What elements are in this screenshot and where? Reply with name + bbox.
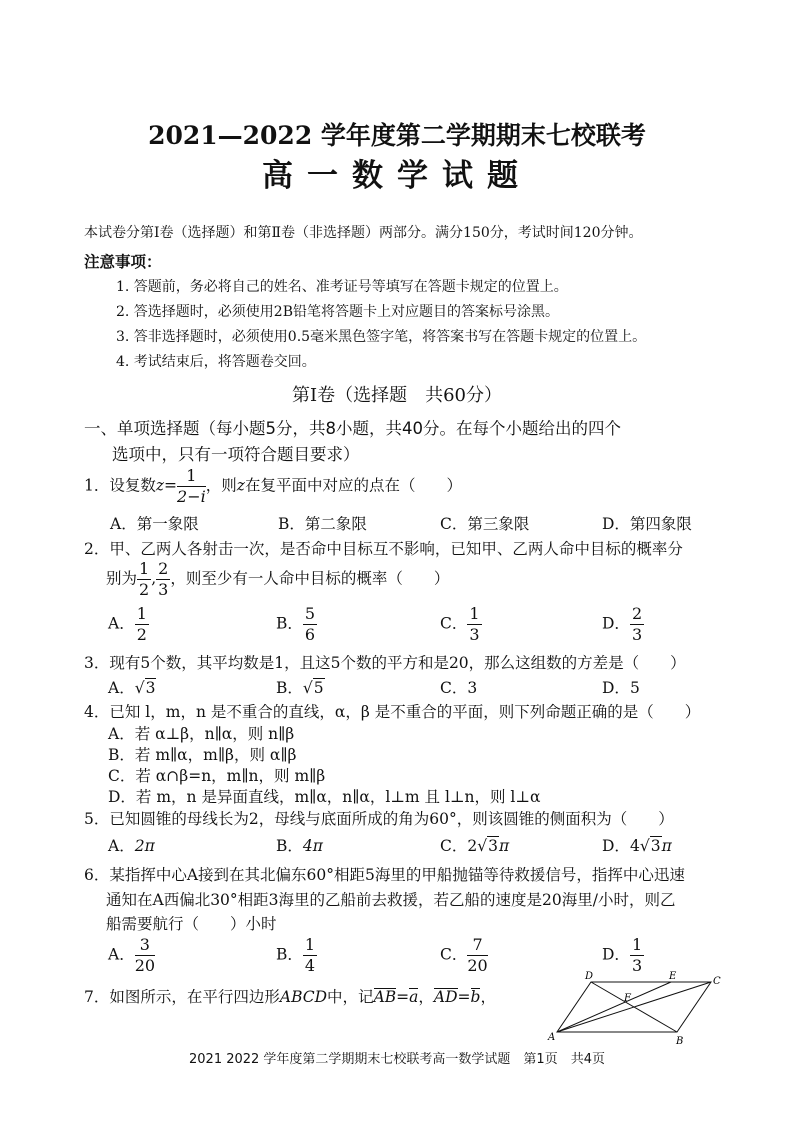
vertex-label-b: B — [676, 1036, 684, 1047]
question-6-line2: 通知在A西偏北30°相距3海里的乙船前去救援，若乙船的速度是20海里/小时，则乙 — [106, 891, 676, 909]
diagonal-db — [591, 982, 677, 1032]
q3-option-c: C．3 — [440, 679, 478, 697]
question-5: 5．已知圆锥的母线长为2，母线与底面所成的角为60°，则该圆锥的侧面积为（ ） — [84, 810, 674, 828]
q1-option-b: B．第二象限 — [278, 515, 367, 533]
q2-option-a: A． $\frac{1}{2}$ — [108, 604, 147, 644]
q3-option-a: A．√3 — [108, 679, 156, 697]
q5-option-c: C．2√3π — [440, 837, 510, 855]
question-6-line1: 6．某指挥中心A接到在其北偏东60°相距5海里的甲船抛锚等待救援信号，指挥中心迅速 — [84, 866, 685, 884]
q2-option-d: D． $\frac{2}{3}$ — [602, 604, 643, 644]
note-item: 1. 答题前，务必将自己的姓名、准考证号等填写在答题卡规定的位置上。 — [116, 279, 568, 295]
part-heading-line1: 一、单项选择题（每小题5分，共8小题，共40分。在每个小题给出的四个 — [84, 419, 621, 438]
q5-option-d: D．4√3π — [602, 837, 672, 855]
q1-option-a: A．第一象限 — [110, 515, 199, 533]
note-item: 4. 考试结束后，将答题卷交回。 — [116, 354, 316, 370]
page-footer: 2021 2022 学年度第二学期期末七校联考高一数学试题 第1页 共4页 — [189, 1052, 605, 1067]
note-item: 3. 答非选择题时，必须使用0.5毫米黑色签字笔，将答案书写在答题卡规定的位置上。 — [116, 329, 647, 345]
note-item: 2. 答选择题时，必须使用2B铅笔将答题卡上对应题目的答案标号涂黑。 — [116, 304, 560, 320]
q6-option-b: B． $\frac{1}{4}$ — [276, 935, 316, 975]
intro-text: 本试卷分第Ⅰ卷（选择题）和第Ⅱ卷（非选择题）两部分。满分150分，考试时间120分钟。 — [84, 225, 643, 241]
q6-option-c: C． $\frac{7}{20}$ — [440, 935, 488, 975]
part-heading-line2: 选项中，只有一项符合题目要求） — [112, 445, 360, 464]
q3-option-d: D．5 — [602, 679, 640, 697]
exam-title: 2021—2022 学年度第二学期期末七校联考 — [148, 121, 646, 150]
q5-option-a: A．2π — [108, 837, 155, 855]
question-2-line1: 2．甲、乙两人各射击一次，是否命中目标互不影响，已知甲、乙两人命中目标的概率分 — [84, 540, 683, 558]
point-label-f: F — [624, 993, 631, 1004]
q1-option-c: C．第三象限 — [440, 515, 530, 533]
question-7: 7．如图所示，在平行四边形ABCD中，记AB=a，AD=b， — [84, 988, 496, 1006]
vertex-label-d: D — [585, 971, 594, 982]
question-3: 3．现有5个数，其平均数是1，且这5个数的平方和是20，那么这组数的方差是（ ） — [84, 654, 686, 672]
vertex-label-a: A — [548, 1032, 556, 1043]
question-6-line3: 船需要航行（ ）小时 — [106, 915, 277, 933]
question-1: 1．设复数z= $\frac{1}{2-i}$ ，则z在复平面中对应的点在（ ） — [84, 466, 462, 506]
q3-option-b: B．√5 — [276, 679, 324, 697]
point-label-e: E — [669, 971, 677, 982]
q2-option-b: B． $\frac{5}{6}$ — [276, 604, 316, 644]
exam-subtitle: 高一数学试题 — [262, 158, 532, 194]
q4-option-d: D．若 m，n 是异面直线，m∥α，n∥α，l⊥m 且 l⊥n，则 l⊥α — [108, 788, 541, 806]
q4-option-a: A．若 α⊥β，n∥α，则 n∥β — [108, 725, 295, 743]
q5-option-b: B．4π — [276, 837, 323, 855]
question-2-line2: 别为 $\frac{1}{2}$ , $\frac{2}{3}$ ，则至少有一人命中目标的概率（ ） — [106, 559, 450, 599]
question-4: 4．已知 l，m，n 是不重合的直线，α，β 是不重合的平面，则下列命题正确的是（ ） — [84, 703, 701, 721]
q2-option-c: C． $\frac{1}{3}$ — [440, 604, 480, 644]
q4-option-b: B．若 m∥α，m∥β，则 α∥β — [108, 746, 297, 764]
vertex-label-c: C — [713, 976, 721, 987]
fraction: $\frac{1}{2-i}$ — [177, 466, 206, 506]
section-title: 第Ⅰ卷（选择题 共60分） — [291, 385, 502, 406]
q6-option-a: A． $\frac{3}{20}$ — [108, 935, 156, 975]
notes-heading: 注意事项： — [84, 253, 162, 271]
q1-option-d: D．第四象限 — [602, 515, 692, 533]
q6-option-d: D． $\frac{1}{3}$ — [602, 935, 643, 975]
parallelogram-figure — [545, 970, 725, 1048]
q4-option-c: C．若 α∩β=n，m∥n，则 m∥β — [108, 767, 326, 785]
